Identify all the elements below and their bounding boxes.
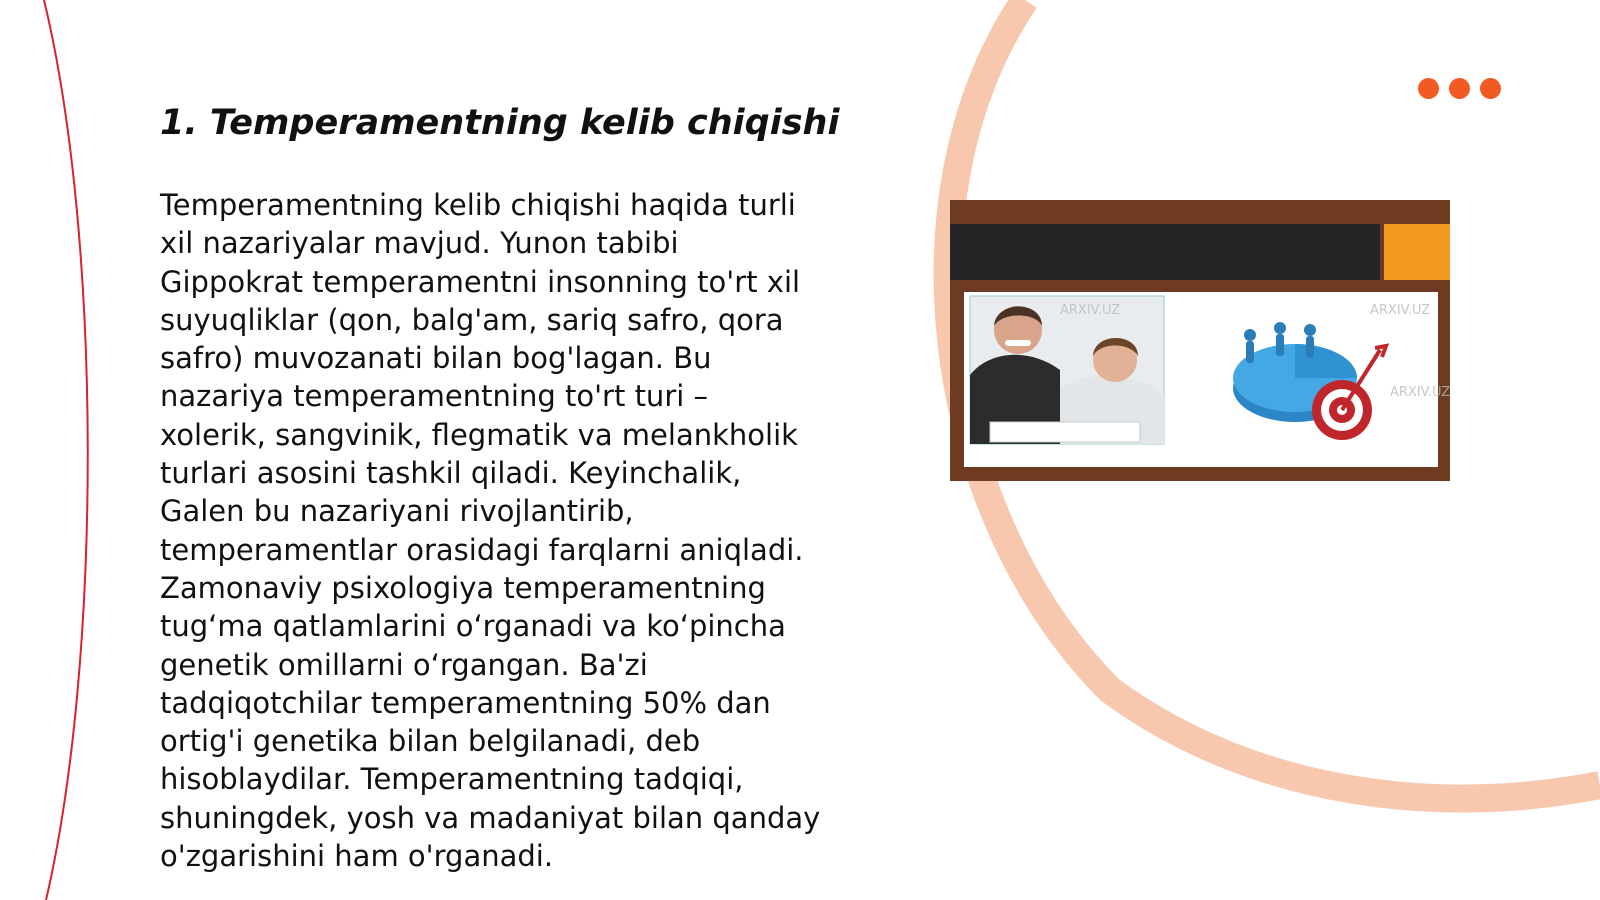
watermark-text: ARXIV.UZ: [1060, 303, 1121, 318]
teacher-and-student-photo: [970, 296, 1164, 444]
slide-body-text: [160, 186, 860, 875]
body-line: tug‘ma qatlamlarini o‘rganadi va ko‘pincha: [160, 609, 786, 644]
body-line: Zamonaviy psixologiya temperamentning: [160, 570, 766, 605]
body-line: Temperamentning kelib chiqishi haqida turli: [160, 188, 796, 222]
dot-icon: [1418, 78, 1439, 99]
left-red-arc: [44, 0, 88, 900]
picture-illustration: [950, 200, 1450, 481]
body-line: shuningdek, yosh va madaniyat bilan qanday: [160, 800, 821, 835]
body-line: turlari asosini tashkil qiladi. Keyinchalik,: [160, 456, 742, 491]
body-line: temperamentlar orasidagi farqlarni aniqladi.: [160, 532, 804, 567]
dot-icon: [1449, 78, 1470, 99]
body-line: safro) muvozanati bilan bog'lagan. Bu: [160, 341, 712, 376]
watermark-text: ARXIV.UZ: [1370, 303, 1431, 318]
slide-picture: [950, 200, 1450, 481]
body-line: genetik omillarni o‘rgangan. Ba'zi: [160, 647, 648, 682]
body-line: xil nazariyalar mavjud. Yunon tabibi: [160, 226, 679, 261]
body-line: Gippokrat temperamentni insonning to'rt xil: [160, 264, 801, 299]
watermark-text: ARXIV.UZ: [1390, 385, 1450, 400]
body-line: tadqiqotchilar temperamentning 50% dan: [160, 685, 771, 720]
slide-title: 1. Temperamentning kelib chiqishi: [160, 103, 840, 143]
body-line: ortig'i genetika bilan belgilanadi, deb: [160, 724, 701, 759]
body-line: suyuqliklar (qon, balg'am, sariq safro, qora: [160, 302, 784, 337]
dots-ornament: [1418, 78, 1501, 99]
body-line: o'zgarishini ham o'rganadi.: [160, 839, 554, 874]
body-line: Galen bu nazariyani rivojlantirib,: [160, 494, 634, 529]
body-line: nazariya temperamentning to'rt turi –: [160, 379, 709, 414]
body-line: hisoblaydilar. Temperamentning tadqiqi,: [160, 762, 744, 797]
dot-icon: [1480, 78, 1501, 99]
body-line: xolerik, sangvinik, flegmatik va melankholik: [160, 417, 798, 452]
